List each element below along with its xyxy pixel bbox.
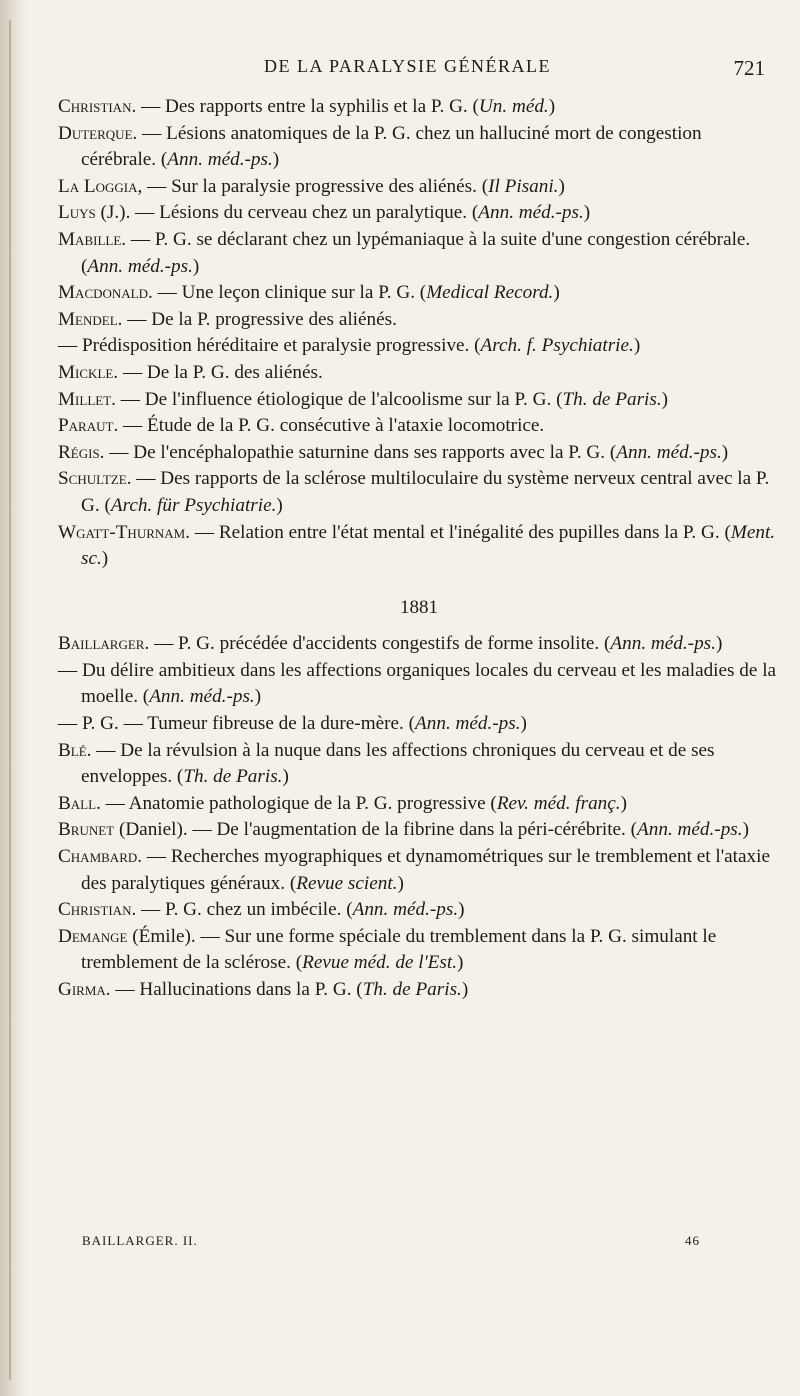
entry-close: )	[520, 713, 527, 735]
bibliography-entry	[58, 307, 780, 334]
entry-source: Ann. méd.-ps.	[167, 149, 273, 171]
bibliography-entry	[58, 520, 780, 573]
bibliography-entry	[58, 174, 780, 201]
entry-source: Arch. f. Psychiatrie.	[480, 335, 634, 357]
bibliography-entry	[58, 658, 780, 711]
entry-author: Baillarger.	[58, 633, 150, 655]
bibliography-entry	[58, 844, 780, 897]
entry-author: Chambard.	[58, 846, 143, 868]
entry-author: Blé.	[58, 739, 92, 761]
entry-source: Th. de Paris.	[562, 388, 662, 410]
entry-source: Ment. sc.	[81, 521, 776, 570]
entry-text: — De l'influence étiologique de l'alcoolisme sur la P. G. (	[115, 388, 563, 410]
entry-close: )	[397, 872, 404, 894]
bibliography-entry	[58, 360, 780, 387]
entry-author: Christian.	[58, 899, 137, 921]
entry-source: Un. méd.	[478, 96, 549, 117]
entry-close: )	[558, 175, 565, 197]
entry-text: — Étude de la P. G. consécutive à l'ataxie locomotrice.	[118, 415, 545, 437]
bibliography-entry	[58, 200, 780, 227]
bibliography-entry	[58, 413, 780, 440]
entry-close: )	[548, 96, 556, 117]
entry-text: — De l'encéphalopathie saturnine dans ses rapports avec la P. G. (	[104, 441, 617, 463]
bibliography-entry	[58, 817, 780, 844]
bibliography-entry	[58, 631, 780, 658]
year-heading: 1881	[400, 596, 438, 618]
entry-close: )	[721, 441, 729, 463]
entry-source: Ann. méd.-ps.	[610, 633, 716, 655]
entry-text: — Anatomie pathologique de la P. G. progressive (	[100, 792, 497, 814]
entry-author: Brunet	[58, 819, 115, 841]
entry-close: )	[458, 899, 465, 921]
page-number: 721	[733, 56, 765, 80]
entry-author: La Loggia,	[58, 175, 143, 197]
signature-mark: BAILLARGER. II.	[82, 1233, 198, 1248]
entry-source: Revue méd. de l'Est.	[302, 952, 457, 974]
entry-text: — P. G. — Tumeur fibreuse de la dure-mère. (	[58, 713, 416, 735]
entry-close: )	[715, 633, 723, 655]
entry-source: Medical Record.	[426, 282, 554, 304]
entry-source: Ann. méd.-ps.	[637, 819, 743, 841]
entry-text: — De la P. G. des aliénés.	[118, 361, 323, 383]
entry-author: Wgatt-Thurnam.	[58, 521, 191, 543]
entry-text: (Daniel). — De l'augmentation de la fibrine dans la péri-cérébrite. (	[114, 819, 638, 841]
bibliography-entry	[58, 121, 780, 174]
entry-source: Arch. für Psychiatrie.	[110, 494, 277, 516]
entry-close: )	[742, 819, 749, 841]
entry-author: Mabille.	[58, 228, 127, 250]
entry-author: Mendel.	[58, 308, 123, 330]
entry-close: )	[620, 792, 627, 814]
entry-close: )	[633, 335, 641, 357]
bibliography	[58, 94, 780, 1004]
entry-text: — P. G. chez un imbécile. (	[136, 899, 353, 921]
entry-source: Ann. méd.-ps.	[415, 713, 521, 735]
entry-close: )	[553, 282, 560, 304]
entry-author: Macdonald.	[58, 282, 153, 304]
bibliography-entry	[58, 791, 780, 818]
entry-close: )	[272, 149, 280, 171]
entry-text: — Relation entre l'état mental et l'inégalité des pupilles dans la P. G. (	[190, 521, 731, 543]
entry-author: Mickle.	[58, 361, 119, 383]
entry-close: )	[457, 952, 464, 974]
entry-author: Schultze.	[58, 468, 132, 490]
entry-close: )	[461, 979, 469, 1000]
entry-text: (J.). — Lésions du cerveau chez un paralytique. (	[95, 202, 479, 224]
bibliography-entry	[58, 440, 780, 467]
entry-text: — Des rapports entre la syphilis et la P. G. (	[136, 96, 479, 117]
entry-source: Ann. méd.-ps.	[616, 441, 722, 463]
entry-close: )	[282, 766, 289, 788]
entry-author: Paraut.	[58, 415, 119, 437]
entry-text: — Lésions anatomiques de la P. G. chez un halluciné mort de congestion cérébrale. (	[81, 122, 702, 171]
entry-text: — P. G. précédée d'accidents congestifs de forme insolite. (	[149, 633, 611, 655]
entry-source: Th. de Paris.	[362, 979, 462, 1000]
bibliography-entry	[58, 897, 780, 924]
bibliography-entry	[58, 466, 780, 519]
running-head-title: DE LA PARALYSIE GÉNÉRALE	[263, 56, 552, 76]
entry-text: — Une leçon clinique sur la P. G. (	[152, 282, 427, 304]
bibliography-entry	[58, 280, 780, 307]
bibliography-entry	[58, 333, 780, 360]
entry-text: — De la révulsion à la nuque dans les affections chroniques du cerveau et de ses enveloppes. (	[81, 739, 715, 788]
entry-source: Ann. méd.-ps.	[87, 255, 193, 277]
bibliography-entry	[58, 924, 780, 977]
entry-close: )	[254, 686, 262, 708]
printer-signature	[82, 1233, 700, 1257]
entries-1881	[58, 631, 780, 1003]
entry-author: Duterque.	[58, 122, 138, 144]
entries-1880	[58, 94, 780, 573]
entry-source: Th. de Paris.	[183, 766, 283, 788]
gutter-line	[9, 20, 11, 1380]
bibliography-entry	[58, 387, 780, 414]
bibliography-entry	[58, 977, 780, 1004]
entry-source: Ann. méd.-ps.	[478, 202, 584, 224]
entry-close: )	[192, 255, 200, 277]
entry-author: Christian.	[58, 96, 137, 117]
book-spine-shadow	[0, 0, 28, 1396]
entry-close: )	[661, 388, 669, 410]
entry-source: Rev. méd. franç.	[496, 792, 621, 814]
bibliography-entry	[58, 94, 780, 121]
entry-text: — Sur la paralysie progressive des aliénés. (	[142, 175, 489, 197]
entry-text: — Prédisposition héréditaire et paralysie progressive. (	[58, 335, 481, 357]
entry-author: Demange	[58, 925, 128, 947]
bibliography-entry	[58, 227, 780, 280]
entry-close: )	[101, 548, 109, 570]
entry-source: Ann. méd.-ps.	[149, 686, 255, 708]
running-head	[40, 56, 775, 86]
entry-source: Ann. méd.-ps.	[352, 899, 459, 921]
entry-author: Régis.	[58, 441, 105, 463]
entry-author: Girma.	[58, 979, 111, 1000]
entry-text: (Émile). — Sur une forme spéciale du tremblement dans la P. G. simulant le tremblement de la sclérose. (	[81, 925, 717, 974]
entry-close: )	[583, 202, 591, 224]
entry-text: — De la P. progressive des aliénés.	[122, 308, 397, 330]
entry-text: — Recherches myographiques et dynamométriques sur le tremblement et l'ataxie des paralytiques généraux. (	[81, 846, 770, 894]
entry-source: Revue scient.	[296, 872, 398, 894]
entry-text: — P. G. se déclarant chez un lypémaniaque à la suite d'une congestion cérébrale. (	[81, 228, 751, 277]
entry-close: )	[276, 494, 283, 516]
entry-author: Millet.	[58, 388, 116, 410]
entry-author: Luys	[58, 202, 96, 224]
entry-author: Ball.	[58, 792, 101, 814]
bibliography-entry	[58, 738, 780, 791]
signature-number: 46	[685, 1233, 700, 1248]
entry-text: — Du délire ambitieux dans les affections organiques locales du cerveau et les maladies de la moelle. (	[58, 659, 777, 708]
entry-text: — Hallucinations dans la P. G. (	[110, 979, 363, 1000]
bibliography-entry	[58, 711, 780, 738]
entry-source: Il Pisani.	[488, 175, 559, 197]
entry-text: — Des rapports de la sclérose multiloculaire du système nerveux central avec la P. G. (	[81, 468, 770, 516]
